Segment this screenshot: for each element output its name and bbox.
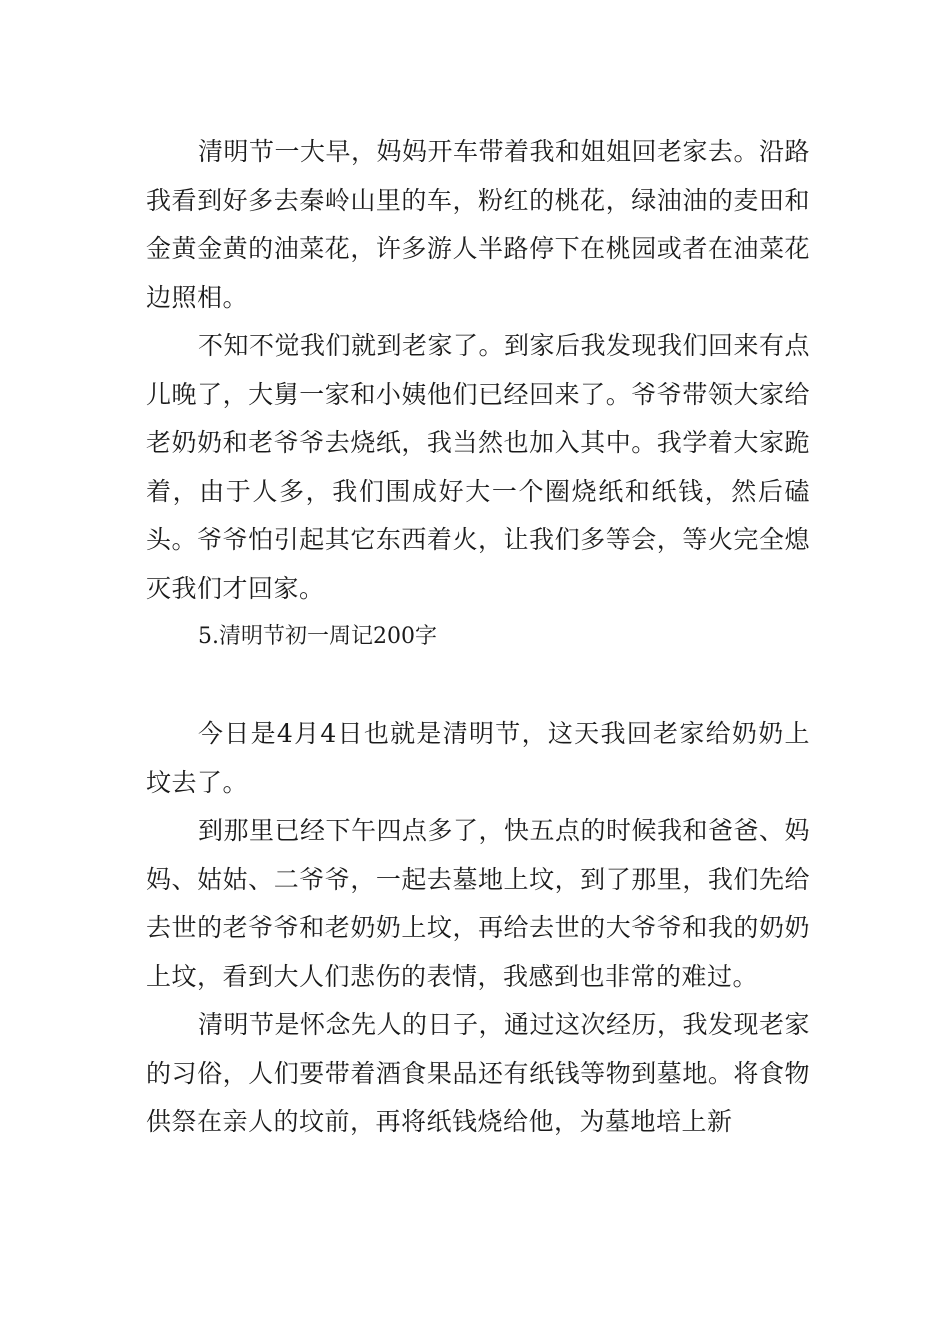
paragraph-3: 今日是4月4日也就是清明节，这天我回老家给奶奶上坟去了。 xyxy=(146,719,810,797)
paragraph-5: 清明节是怀念先人的日子，通过这次经历，我发现老家的习俗，人们要带着酒食果品还有纸钱等物到墓地。将食物供祭在亲人的坟前，再将纸钱烧给他，为墓地培上新 xyxy=(146,1010,811,1136)
paragraph-2: 不知不觉我们就到老家了。到家后我发现我们回来有点儿晚了，大舅一家和小姨他们已经回来了。爷爷带领大家给老奶奶和老爷爷去烧纸，我当然也加入其中。我学着大家跪着，由于人多，我们围成好大一个圈烧纸和纸钱，然后磕头。爷爷怕引起其它东西着火，让我们多等会，等火完全熄灭我们才回家。 xyxy=(146,331,811,603)
paragraph-4: 到那里已经下午四点多了，快五点的时候我和爸爸、妈妈、姑姑、二爷爷，一起去墓地上坟，到了那里，我们先给去世的老爷爷和老奶奶上坟，再给去世的大爷爷和我的奶奶上坟，看到大人们悲伤的表情，我感到也非常的难过。 xyxy=(146,816,811,991)
section-heading: 5.清明节初一周记200字 xyxy=(198,624,437,649)
document-body xyxy=(146,128,810,1147)
paragraph-1: 清明节一大早，妈妈开车带着我和姐姐回老家去。沿路我看到好多去秦岭山里的车，粉红的桃花，绿油油的麦田和金黄金黄的油菜花，许多游人半路停下在桃园或者在油菜花边照相。 xyxy=(146,137,811,312)
blank-line xyxy=(146,662,810,711)
